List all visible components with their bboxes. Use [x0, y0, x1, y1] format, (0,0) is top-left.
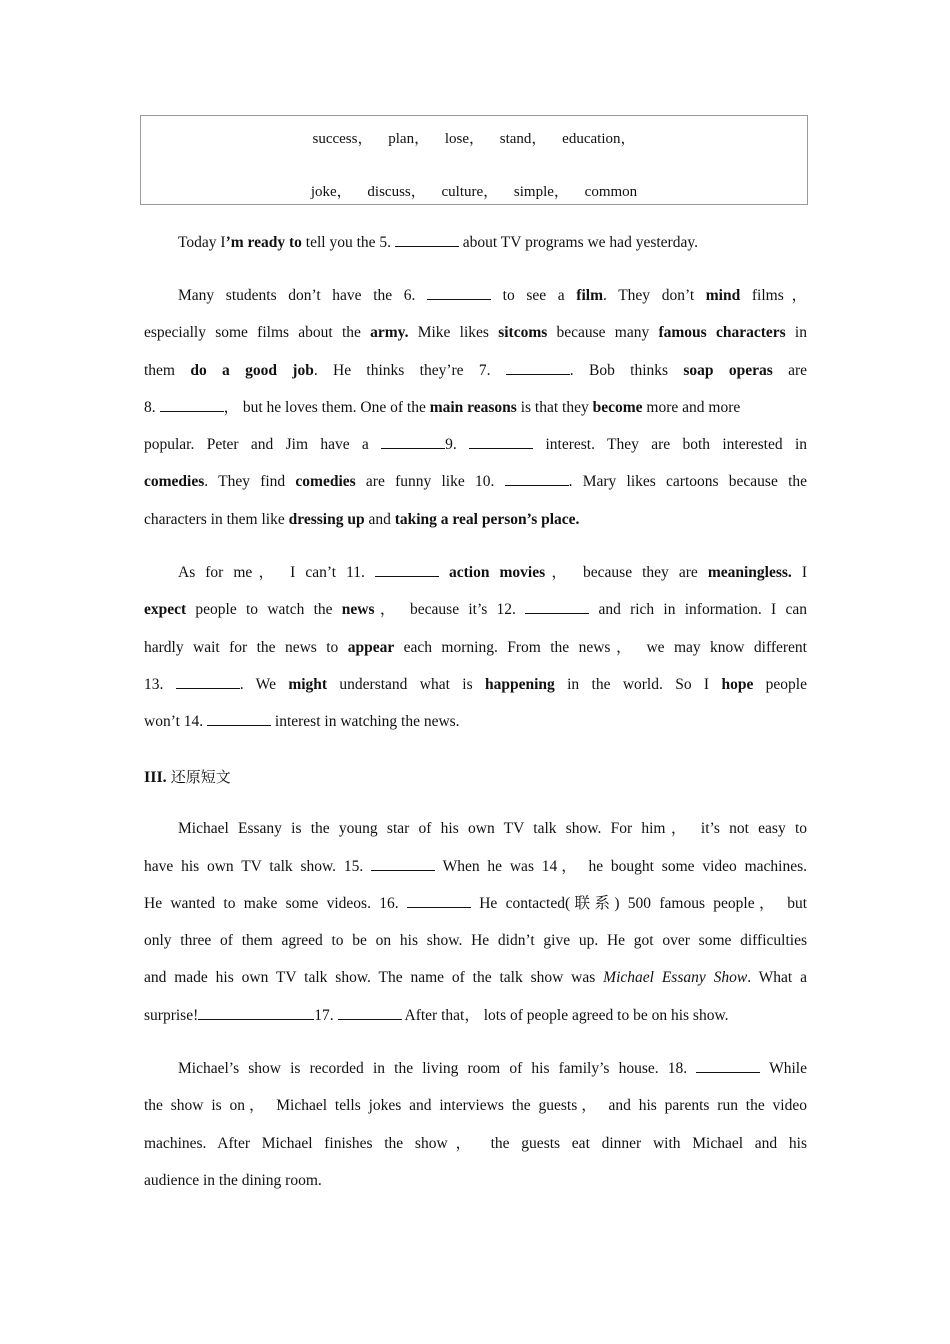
paragraph-3-line: won’t 14. interest in watching the news. — [144, 713, 460, 730]
word-bank-box — [140, 115, 808, 205]
answer-blank-18[interactable] — [696, 1059, 760, 1073]
answer-blank-10[interactable] — [505, 472, 569, 486]
word-bank-word: culture， — [441, 184, 499, 200]
paragraph-2-line: especially some films about the army. Mike likes sitcoms because many famous characters in — [144, 324, 807, 341]
word-bank-word: success， — [312, 131, 373, 147]
paragraph-2-line: them do a good job. He thinks they’re 7. . Bob thinks soap operas are — [144, 362, 808, 379]
section3-paragraph-2-line: the show is on， Michael tells jokes and interviews the guests， and his parents run the video — [144, 1097, 807, 1114]
answer-blank-14[interactable] — [207, 712, 271, 726]
paragraph-2-line: 8. ， but he loves them. One of the main reasons is that they become more and more — [144, 399, 741, 416]
answer-blank-16[interactable] — [407, 894, 471, 908]
word-bank-word: plan， — [388, 131, 430, 147]
section3-paragraph-2-line: machines. After Michael finishes the show， the guests eat dinner with Michael and his — [144, 1135, 807, 1152]
section3-paragraph-1-line: only three of them agreed to be on his show. He didn’t give up. He got over some difficulties — [144, 932, 807, 949]
paragraph-3-line: hardly wait for the news to appear each morning. From the news， we may know different — [144, 639, 807, 656]
section3-paragraph-2-line: audience in the dining room. — [144, 1172, 322, 1189]
answer-blank-13[interactable] — [176, 675, 240, 689]
section3-paragraph-1-line: surprise! 17. After that， lots of people agreed to be on his show. — [144, 1007, 729, 1024]
word-bank-word: lose， — [444, 131, 484, 147]
section3-paragraph-1-line: Michael Essany is the young star of his own TV talk show. For him， it’s not easy to — [178, 820, 807, 837]
word-bank-word: common — [584, 184, 638, 200]
section3-paragraph-2-line: Michael’s show is recorded in the living room of his family’s house. 18. While — [178, 1060, 807, 1077]
section3-paragraph-1-line: He wanted to make some videos. 16. He contacted(联系) 500 famous people， but — [144, 895, 808, 912]
paragraph-3-line: 13. . We might understand what is happening in the world. So I hope people — [144, 676, 807, 693]
word-bank-row-2 — [141, 180, 807, 201]
paragraph-2-line: comedies. They find comedies are funny like 10. . Mary likes cartoons because the — [144, 473, 807, 490]
answer-blank-17[interactable] — [338, 1006, 402, 1020]
word-bank-word: stand， — [499, 131, 547, 147]
word-bank-word: joke， — [310, 184, 352, 200]
answer-blank-7[interactable] — [506, 361, 570, 375]
paragraph-3-line: As for me， I can’t 11. action movies， because they are meaningless. I — [178, 564, 807, 581]
section3-paragraph-1-line: and made his own TV talk show. The name of the talk show was Michael Essany Show. What a — [144, 969, 807, 986]
answer-blank-5[interactable] — [395, 233, 459, 247]
answer-blank-11[interactable] — [375, 563, 439, 577]
word-bank-word: simple， — [513, 184, 569, 200]
answer-blank-9-pre[interactable] — [381, 435, 445, 449]
answer-blank-17-pre[interactable] — [198, 1006, 314, 1020]
paragraph-2-line: characters in them like dressing up and taking a real person’s place. — [144, 511, 580, 528]
answer-blank-6[interactable] — [427, 286, 491, 300]
section3-paragraph-1-line: have his own TV talk show. 15. When he was 14， he bought some video machines. — [144, 858, 807, 875]
answer-blank-8[interactable] — [160, 398, 224, 412]
word-bank-row-1 — [141, 127, 807, 148]
word-bank-word: discuss， — [367, 184, 426, 200]
answer-blank-15[interactable] — [371, 857, 435, 871]
paragraph-3-line: expect people to watch the news， because it’s 12. and rich in information. I can — [144, 601, 807, 618]
paragraph-2-line: popular. Peter and Jim have a 9. interest. They are both interested in — [144, 436, 807, 453]
paragraph-1-line: Today I’m ready to tell you the 5. about TV programs we had yesterday. — [178, 234, 698, 251]
answer-blank-9[interactable] — [469, 435, 533, 449]
paragraph-2-line: Many students don’t have the 6. to see a film. They don’t mind films， — [178, 287, 807, 304]
answer-blank-12[interactable] — [525, 600, 589, 614]
section-heading: III. 还原短文 — [144, 768, 231, 786]
word-bank-word: education， — [562, 131, 636, 147]
